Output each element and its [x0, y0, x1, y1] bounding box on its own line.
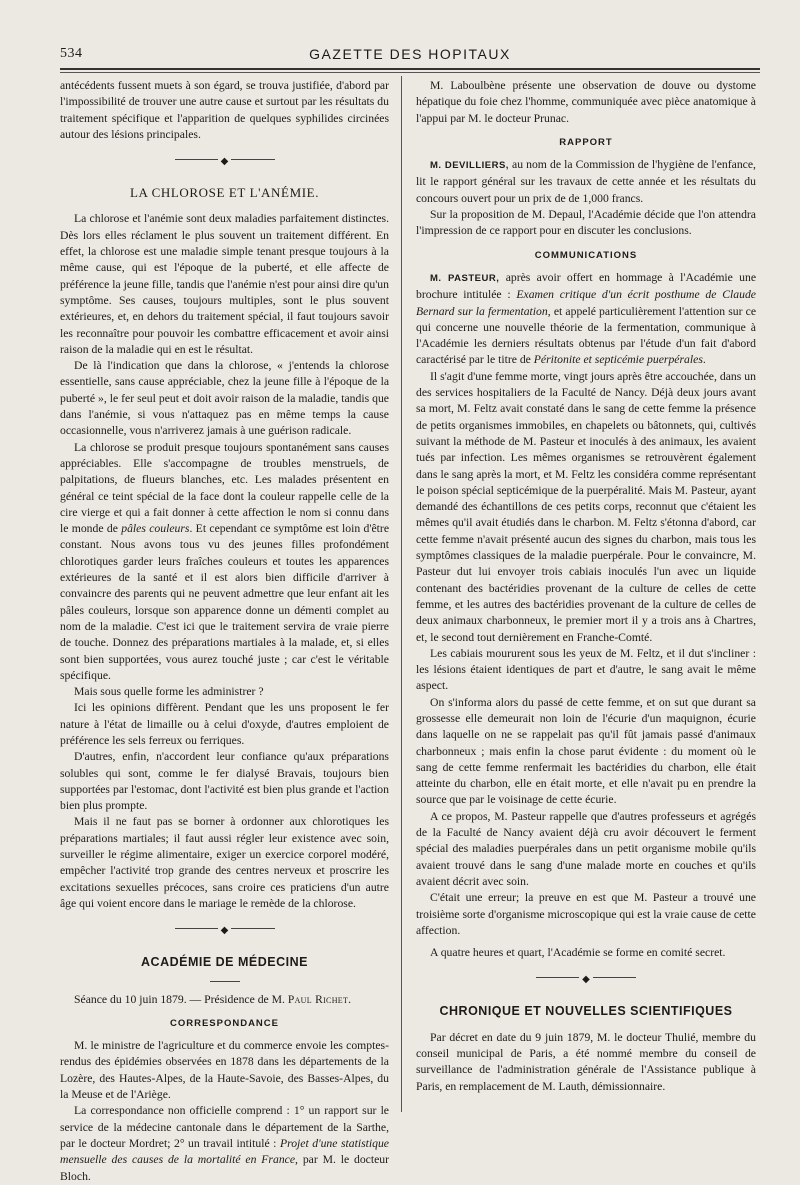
- paragraph: A ce propos, M. Pasteur rappelle que d'autres professeurs et agrégés de la Faculté de Nancy avaient déjà cru avoir découvert le ferment spécial des maladies puerpérales dans un petit organisme mobile qu'ils avaient trouvé dans le sang d'une malade morte en couches et qu'ils avaient décrit avec soin.: [416, 809, 756, 888]
- italic-title: Projet d'une statistique mensuelle des causes de la mortalité en France,: [60, 1136, 389, 1167]
- section-title-academie: ACADÉMIE DE MÉDECINE: [141, 955, 308, 970]
- seance-line: Séance du 10 juin 1879. — Présidence de M. Paul Richet.: [74, 992, 352, 1006]
- italic-title: Péritonite et septicémie puerpérales: [533, 353, 703, 367]
- section-ornament: ◆: [60, 153, 389, 167]
- right-column: [416, 78, 756, 1095]
- short-rule: [210, 981, 240, 982]
- paragraph: Les cabiais moururent sous les yeux de M. Feltz, et il dut s'incliner : les lésions étaient identiques de part et d'autre, le sang avait le même aspect.: [416, 646, 756, 693]
- header-rule: [60, 68, 760, 70]
- subheading-correspondance: CORRESPONDANCE: [169, 1017, 279, 1029]
- section-title-chlorose: LA CHLOROSE ET L'ANÉMIE.: [129, 185, 320, 201]
- paragraph: Ici les opinions diffèrent. Pendant que les uns proposent le fer nature à l'état de limaille ou à celui d'oxyde, d'autres emploient de préférence les sels ferreux ou ferriques.: [60, 701, 389, 747]
- paragraph: Par décret en date du 9 juin 1879, M. le docteur Thulié, membre du conseil municipal de Paris, a été nommé membre du conseil de surveillance de l'administration générale de l'Assistance publique à Paris, en remplacement de M. Lauth, démissionnaire.: [416, 1030, 756, 1093]
- paragraph: M. DEVILLIERS, au nom de la Commission de l'hygiène de l'enfance, lit le rapport général sur les travaux de cette année et les résultats du concours ouvert pour un prix de de 1,000 francs.: [416, 158, 756, 205]
- section-ornament: ◆: [416, 971, 756, 985]
- paragraph: De là l'indication que dans la chlorose, « j'entends la chlorose essentielle, sans cause appréciable, chez la jeune fille à l'époque de la puberté », le fer seul peut et doit avoir raison de la maladie, tandis que dans l'anémie, si vous n'attaquez pas en même temps la cause occasionnelle, vous n'arriverez jamais à une guérison radicale.: [60, 359, 389, 438]
- paragraph: La correspondance non officielle comprend : 1° un rapport sur le service de la médecine cantonale dans le département de la Sarthe, par le docteur Mordret; 2° un travail intitulé : Projet d'une statistique mensuelle des causes de la mortalité en France, par M. le docteur Bloch.: [60, 1104, 390, 1183]
- president-name: Paul Richet: [287, 993, 349, 1006]
- speaker-name: M. DEVILLIERS,: [430, 160, 509, 172]
- section-title-chronique: CHRONIQUE ET NOUVELLES SCIENTIFIQUES: [439, 1004, 733, 1019]
- header-rule-thin: [60, 72, 760, 73]
- italic-title: Examen critique d'un écrit posthume de Claude Bernard sur la fermentation: [416, 288, 756, 318]
- section-ornament: ◆: [60, 922, 389, 936]
- page-header: [60, 40, 760, 64]
- paragraph: M. le ministre de l'agriculture et du commerce envoie les comptes-rendus des épidémies observées en 1878 dans les départements de la Lozère, des Hautes-Alpes, de la Haute-Savoie, des Basses-Alpes, du la Meuse et de l'Ariège.: [60, 1039, 389, 1102]
- continued-paragraph: antécédents fussent muets à son égard, se trouva justifiée, d'abord par l'impossibilité de trouver une autre cause et surtout par les résultats du traitement spécifique et l'apparition de quelques syphilides circinées autour des lésions principales.: [60, 79, 389, 141]
- left-column: [60, 78, 389, 1185]
- column-divider: [401, 76, 402, 1112]
- subheading-rapport: RAPPORT: [559, 136, 613, 148]
- paragraph: M. Laboulbène présente une observation de douve ou dystome hépatique du foie chez l'homme, communiquée avec pièce anatomique à l'appui par M. le docteur Prunac.: [416, 79, 756, 125]
- paragraph: A quatre heures et quart, l'Académie se forme en comité secret.: [430, 946, 726, 960]
- paragraph: La chlorose se produit presque toujours spontanément sans causes appréciables. Elle s'accompagne de troubles menstruels, de palpitations, de flueurs blanches, etc. Les malades présentent en général ce teint spécial de la face dont la couleur rappelle celle de la cire vierge et qui a fait donner à cette affection le nom si connu dans le monde de pâles couleurs. Et cependant ce symptôme est loin d'être constant. Nous avons tous vu des jeunes filles profondément chlorotiques garder leurs fraîches couleurs et toutes les apparences extérieures de la santé et il est alors bien difficile d'arriver à convaincre des parents qui ne peuvent admettre que leur enfant ait les pâles couleurs, lorsque son apparence donne un démenti complet au nom de la maladie. C'est ici que le traitement servira de vraie pierre de touche. Donnez des préparations martiales à la malade, et, si elles sont bien supportées, vous aurez touché juste ; car c'est le véritable spécifique.: [60, 440, 390, 682]
- subheading-communications: COMMUNICATIONS: [534, 249, 638, 261]
- paragraph: Mais sous quelle forme les administrer ?: [74, 685, 264, 699]
- paragraph: D'autres, enfin, n'accordent leur confiance qu'aux préparations solubles qui sont, comme le fer dialysé Bravais, toujours bien supportées par l'estomac, dont l'activité est bien plus grande et l'action bien plus prompte.: [60, 750, 389, 813]
- paragraph: C'était une erreur; la preuve en est que M. Pasteur a trouvé une troisième sorte d'organisme microscopique qui est la vraie cause de cette affection.: [416, 891, 756, 937]
- paragraph: M. PASTEUR, après avoir offert en hommage à l'Académie une brochure intitulée : Examen critique d'un écrit posthume de Claude Bernard sur la fermentation, et appelé particulièrement l'attention sur ce qui concerne une nouvelle théorie de la fermentation, communique à l'Académie les derniers résultats obtenus par l'étude d'un fait d'abord caractérisé par le titre de Péritonite et septicémie puerpérales.: [416, 270, 757, 367]
- paragraph: Sur la proposition de M. Depaul, l'Académie décide que l'on attendra l'impression de ce rapport pour en discuter les conclusions.: [416, 208, 756, 238]
- speaker-name: M. PASTEUR,: [430, 272, 500, 284]
- italic-phrase: pâles couleurs: [121, 522, 190, 536]
- paragraph: On s'informa alors du passé de cette femme, et on sut que durant sa grossesse elle demeurait non loin de l'écurie d'un maquignon, écurie dans laquelle on ne se rappelait pas qu'il fût jamais passé d'animaux charbonneux ; mais enfin la chose parut évidente : du moment où le sang de cette femme renfermait les bactéridies du charbon, elle était atteinte du charbon, elle en était morte, et elle n'avait pu en prendre la source que par le voisinage de cette écurie.: [416, 695, 756, 807]
- page-number: 534: [60, 46, 83, 61]
- journal-title: GAZETTE DES HOPITAUX: [309, 46, 511, 62]
- paragraph: Il s'agit d'une femme morte, vingt jours après être accouchée, dans un des services hospitaliers de la Faculté de Nancy. Déjà deux jours avant sa mort, M. Feltz avait constaté dans le sang de cette femme la présence de petits organismes immobiles, en chapelets ou bâtonnets, qui, cultivés suivant la méthode de M. Pasteur et inoculés à des animaux, les avaient tués par infection. Les mêmes organismes se retrouvèrent également dans le sang après la mort, et M. Feltz les considéra comme représentant le poison spécial septicémique de la puerpéralité. Mais M. Pasteur, ayant demandé des échantillons de ces petits corps, reconnut que c'étaient les mêmes qu'il avait étudiés dans le charbon. M. Feltz s'étonna d'abord, car cette femme n'avait présenté aucun des signes du charbon, mais tous les symptômes classiques de la maladie puerpérale. Pour le convaincre, M. Pasteur dut lui envoyer trois cabiais inoculés l'un avec un liquide contenant des bactéridies provenant de la culture de celles de cette femme, et les autres des bactéridies provenant de la culture de celles de deux animaux charbonneux, le premier mort il y a trois ans à Chartres, et, le second tout dernièrement en Franche-Comté.: [416, 369, 756, 644]
- paragraph: La chlorose et l'anémie sont deux maladies parfaitement distinctes. Dès lors elles réclament le plus souvent un traitement différent. En effet, la chlorose est une maladie simple tenant presque toujours à la même cause, qui est l'époque de la puberté, et elle affecte de préférence la jeune fille, tandis que l'anémie n'est pour ainsi dire qu'un symptôme. Ses causes, toujours multiples, sont le plus souvent extérieures, et, en dehors du traitement spécial, il faut toujours savoir les reconnaître pour pouvoir les combattre efficacement et avoir ainsi raison de la maladie qui en est le résultat.: [60, 212, 389, 356]
- paragraph: Mais il ne faut pas se borner à ordonner aux chlorotiques les préparations martiales; il faut aussi régler leur existence avec soin, surveiller le régime alimentaire, exiger un exercice corporel modéré, empêcher l'activité trop grande des centres nerveux et proscrire les excitations sexuelles précoces, sans croire ces praticiens d'un autre âge qui voient encore dans le mariage le remède de la chlorose.: [60, 815, 389, 910]
